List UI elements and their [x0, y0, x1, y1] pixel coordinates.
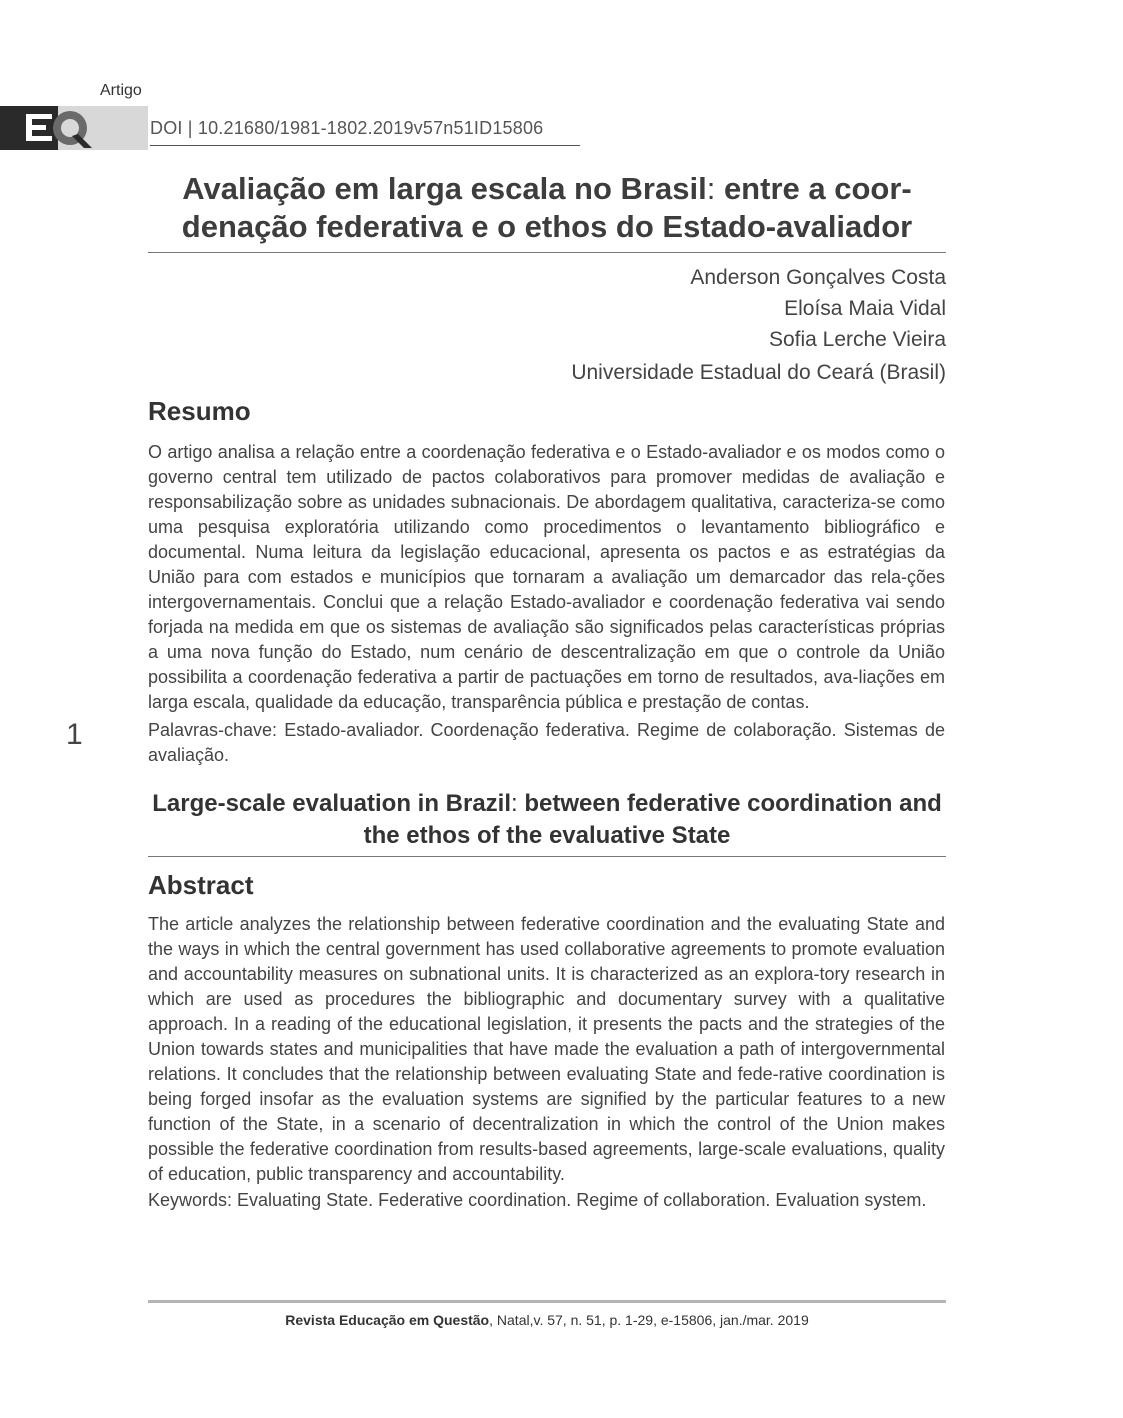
- footer-rule: [148, 1300, 946, 1303]
- resumo-keywords: Palavras-chave: Estado-avaliador. Coordenação federativa. Regime de colaboração. Sistemas de avaliação.: [148, 720, 945, 765]
- english-title-part-2: between federative coordination and the ethos of the evaluative State: [363, 790, 942, 849]
- title-separator: :: [706, 171, 716, 206]
- title-part-1: Avaliação em larga escala no Brasil: [182, 171, 707, 206]
- journal-logo: [0, 106, 148, 150]
- article-title: [148, 170, 946, 253]
- author-name: Sofia Lerche Vieira: [768, 328, 946, 351]
- author-name: Anderson Gonçalves Costa: [690, 266, 946, 289]
- footer-citation-details: , Natal,v. 57, n. 51, p. 1-29, e-15806, jan./mar. 2019: [489, 1312, 809, 1328]
- english-title-separator: :: [511, 790, 518, 817]
- resumo-heading: Resumo: [148, 396, 251, 426]
- english-title: [148, 788, 946, 857]
- abstract-keywords: Keywords: Evaluating State. Federative coordination. Regime of collaboration. Evaluation system.: [148, 1190, 927, 1210]
- author-name: Eloísa Maia Vidal: [784, 297, 946, 320]
- footer-journal-name: Revista Educação em Questão: [285, 1312, 490, 1328]
- title-part-2: entre a coor-denação federativa e o ethos do Estado-avaliador: [181, 171, 913, 244]
- footer-citation: [148, 1312, 946, 1328]
- section-label: Artigo: [100, 82, 142, 99]
- english-title-part-1: Large-scale evaluation in Brazil: [152, 790, 512, 817]
- abstract-heading: Abstract: [148, 870, 254, 900]
- eq-logo-icon: [0, 106, 148, 150]
- doi-line: DOI | 10.21680/1981-1802.2019v57n51ID15806: [150, 118, 580, 146]
- author-affiliation: Universidade Estadual do Ceará (Brasil): [571, 361, 946, 384]
- author-list: [571, 262, 946, 388]
- abstract-text: The article analyzes the relationship between federative coordination and the evaluating State and the ways in which the central government has used collaborative agreements to promote evaluation and accountability measures on subnational units. It is characterized as an explora-tory research in which are used as procedures the bibliographic and documentary survey with a qualitative approach. In a reading of the educational legislation, it presents the pacts and the strategies of the Union towards states and municipalities that have made the evaluation a path of intergovernmental relations. It concludes that the relationship between evaluating State and fede-rative coordination is being forged insofar as the evaluation systems are signified by the particular features to a new function of the State, in a scenario of decentralization in which the control of the Union makes possible the federative coordination from results-based agreements, large-scale evaluations, quality of education, public transparency and accountability.: [148, 914, 945, 1184]
- page-number: 1: [66, 718, 83, 751]
- resumo-text: O artigo analisa a relação entre a coordenação federativa e o Estado-avaliador e os modos como o governo central tem utilizado de pactos colaborativos para promover medidas de avaliação e responsabilização sobre as unidades subnacionais. De abordagem qualitativa, caracteriza-se como uma pesquisa exploratória utilizando como procedimentos o levantamento bibliográfico e documental. Numa leitura da legislação educacional, apresenta os pactos e as estratégias da União para com estados e municípios que tornaram a avaliação um demarcador das rela-ções intergovernamentais. Conclui que a relação Estado-avaliador e coordenação federativa vai sendo forjada na medida em que os sistemas de avaliação são significados pelas características próprias a uma nova função do Estado, num cenário de descentralização em que o controle da União possibilita a coordenação federativa a partir de pactuações em torno de resultados, ava-liações em larga escala, qualidade da educação, transparência pública e prestação de contas.: [148, 442, 945, 712]
